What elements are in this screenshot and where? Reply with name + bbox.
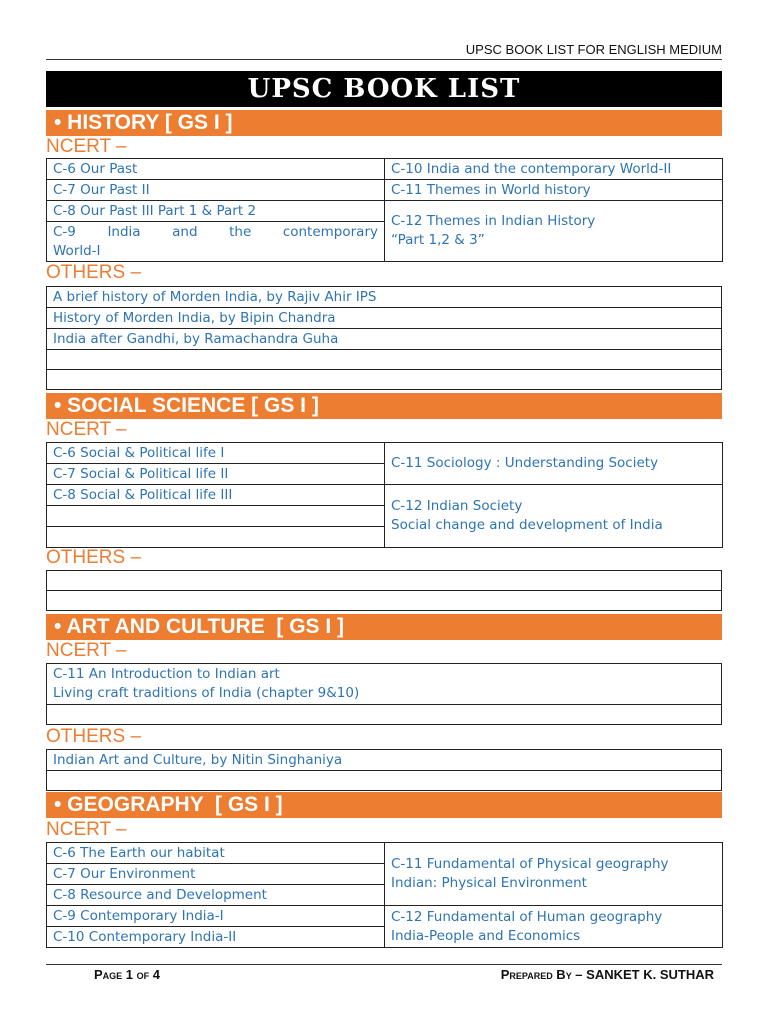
table-cell <box>47 350 722 370</box>
history-others-label: OTHERS – <box>46 262 142 283</box>
cell-line: C-11 Fundamental of Physical geography <box>391 856 669 872</box>
table-cell <box>385 485 723 548</box>
section-geography-heading: • GEOGRAPHY [ GS I ] <box>46 792 722 818</box>
table-cell: C-10 India and the contemporary World-II <box>385 159 723 180</box>
table-cell <box>385 906 723 948</box>
table-cell: A brief history of Morden India, by Rajiv Ahir IPS <box>47 287 722 308</box>
table-cell <box>47 591 722 611</box>
table-cell: C-6 The Earth our habitat <box>47 843 385 864</box>
cell-line: C-9 India and the contemporary <box>53 223 378 240</box>
table-cell: C-7 Our Environment <box>47 864 385 885</box>
section-social-science-heading: • SOCIAL SCIENCE [ GS I ] <box>46 393 722 419</box>
section-history-heading: • HISTORY [ GS I ] <box>46 110 722 136</box>
running-header: UPSC BOOK LIST FOR ENGLISH MEDIUM <box>46 42 722 60</box>
art-ncert-label: NCERT – <box>46 640 127 661</box>
page-footer <box>46 964 722 982</box>
history-ncert-label: NCERT – <box>46 136 127 157</box>
table-cell: C-7 Our Past II <box>47 180 385 201</box>
art-ncert-table <box>46 663 722 725</box>
history-ncert-table <box>46 158 723 262</box>
table-cell: C-7 Social & Political life II <box>47 464 385 485</box>
geography-ncert-label: NCERT – <box>46 819 127 840</box>
table-cell: Indian Art and Culture, by Nitin Singhaniya <box>47 750 722 771</box>
cell-line: Indian: Physical Environment <box>391 875 587 891</box>
table-cell: C-6 Our Past <box>47 159 385 180</box>
table-cell <box>47 771 722 791</box>
table-cell <box>47 705 722 725</box>
table-cell <box>47 370 722 390</box>
table-cell: C-11 Themes in World history <box>385 180 723 201</box>
geography-ncert-table <box>46 842 723 948</box>
table-cell: India after Gandhi, by Ramachandra Guha <box>47 329 722 350</box>
cell-line: C-12 Indian Society <box>391 498 523 514</box>
table-cell <box>47 527 385 548</box>
table-cell: History of Morden India, by Bipin Chandra <box>47 308 722 329</box>
page-number: Page 1 of 4 <box>94 967 160 982</box>
cell-line: C-11 An Introduction to Indian art <box>53 666 280 682</box>
table-cell: C-8 Social & Political life III <box>47 485 385 506</box>
history-others-table <box>46 286 722 390</box>
cell-line: Living craft traditions of India (chapter 9&10) <box>53 685 360 701</box>
prepared-by: Prepared By – SANKET K. SUTHAR <box>500 967 714 982</box>
cell-line: C-12 Fundamental of Human geography <box>391 908 663 925</box>
table-cell: C-10 Contemporary India-II <box>47 927 385 948</box>
table-cell <box>47 506 385 527</box>
table-cell: C-8 Our Past III Part 1 & Part 2 <box>47 201 385 222</box>
table-cell <box>385 843 723 906</box>
section-art-culture-heading: • ART AND CULTURE [ GS I ] <box>46 614 722 640</box>
cell-line: C-12 Themes in Indian History <box>391 213 596 229</box>
social-ncert-table <box>46 442 723 548</box>
cell-line: “Part 1,2 & 3” <box>391 232 485 248</box>
cell-line: India-People and Economics <box>391 927 581 944</box>
table-cell <box>47 664 722 705</box>
social-ncert-label: NCERT – <box>46 419 127 440</box>
art-others-table <box>46 749 722 791</box>
social-others-table <box>46 570 722 611</box>
social-others-label: OTHERS – <box>46 547 142 568</box>
cell-line: World-I <box>53 242 101 259</box>
table-cell: C-9 Contemporary India-I <box>47 906 385 927</box>
table-cell <box>47 571 722 591</box>
table-cell <box>47 222 385 262</box>
table-cell <box>385 201 723 262</box>
art-others-label: OTHERS – <box>46 726 142 747</box>
table-cell: C-8 Resource and Development <box>47 885 385 906</box>
document-title: UPSC BOOK LIST <box>46 71 722 107</box>
cell-line: Social change and development of India <box>391 517 663 533</box>
table-cell: C-11 Sociology : Understanding Society <box>385 443 723 485</box>
table-cell: C-6 Social & Political life I <box>47 443 385 464</box>
